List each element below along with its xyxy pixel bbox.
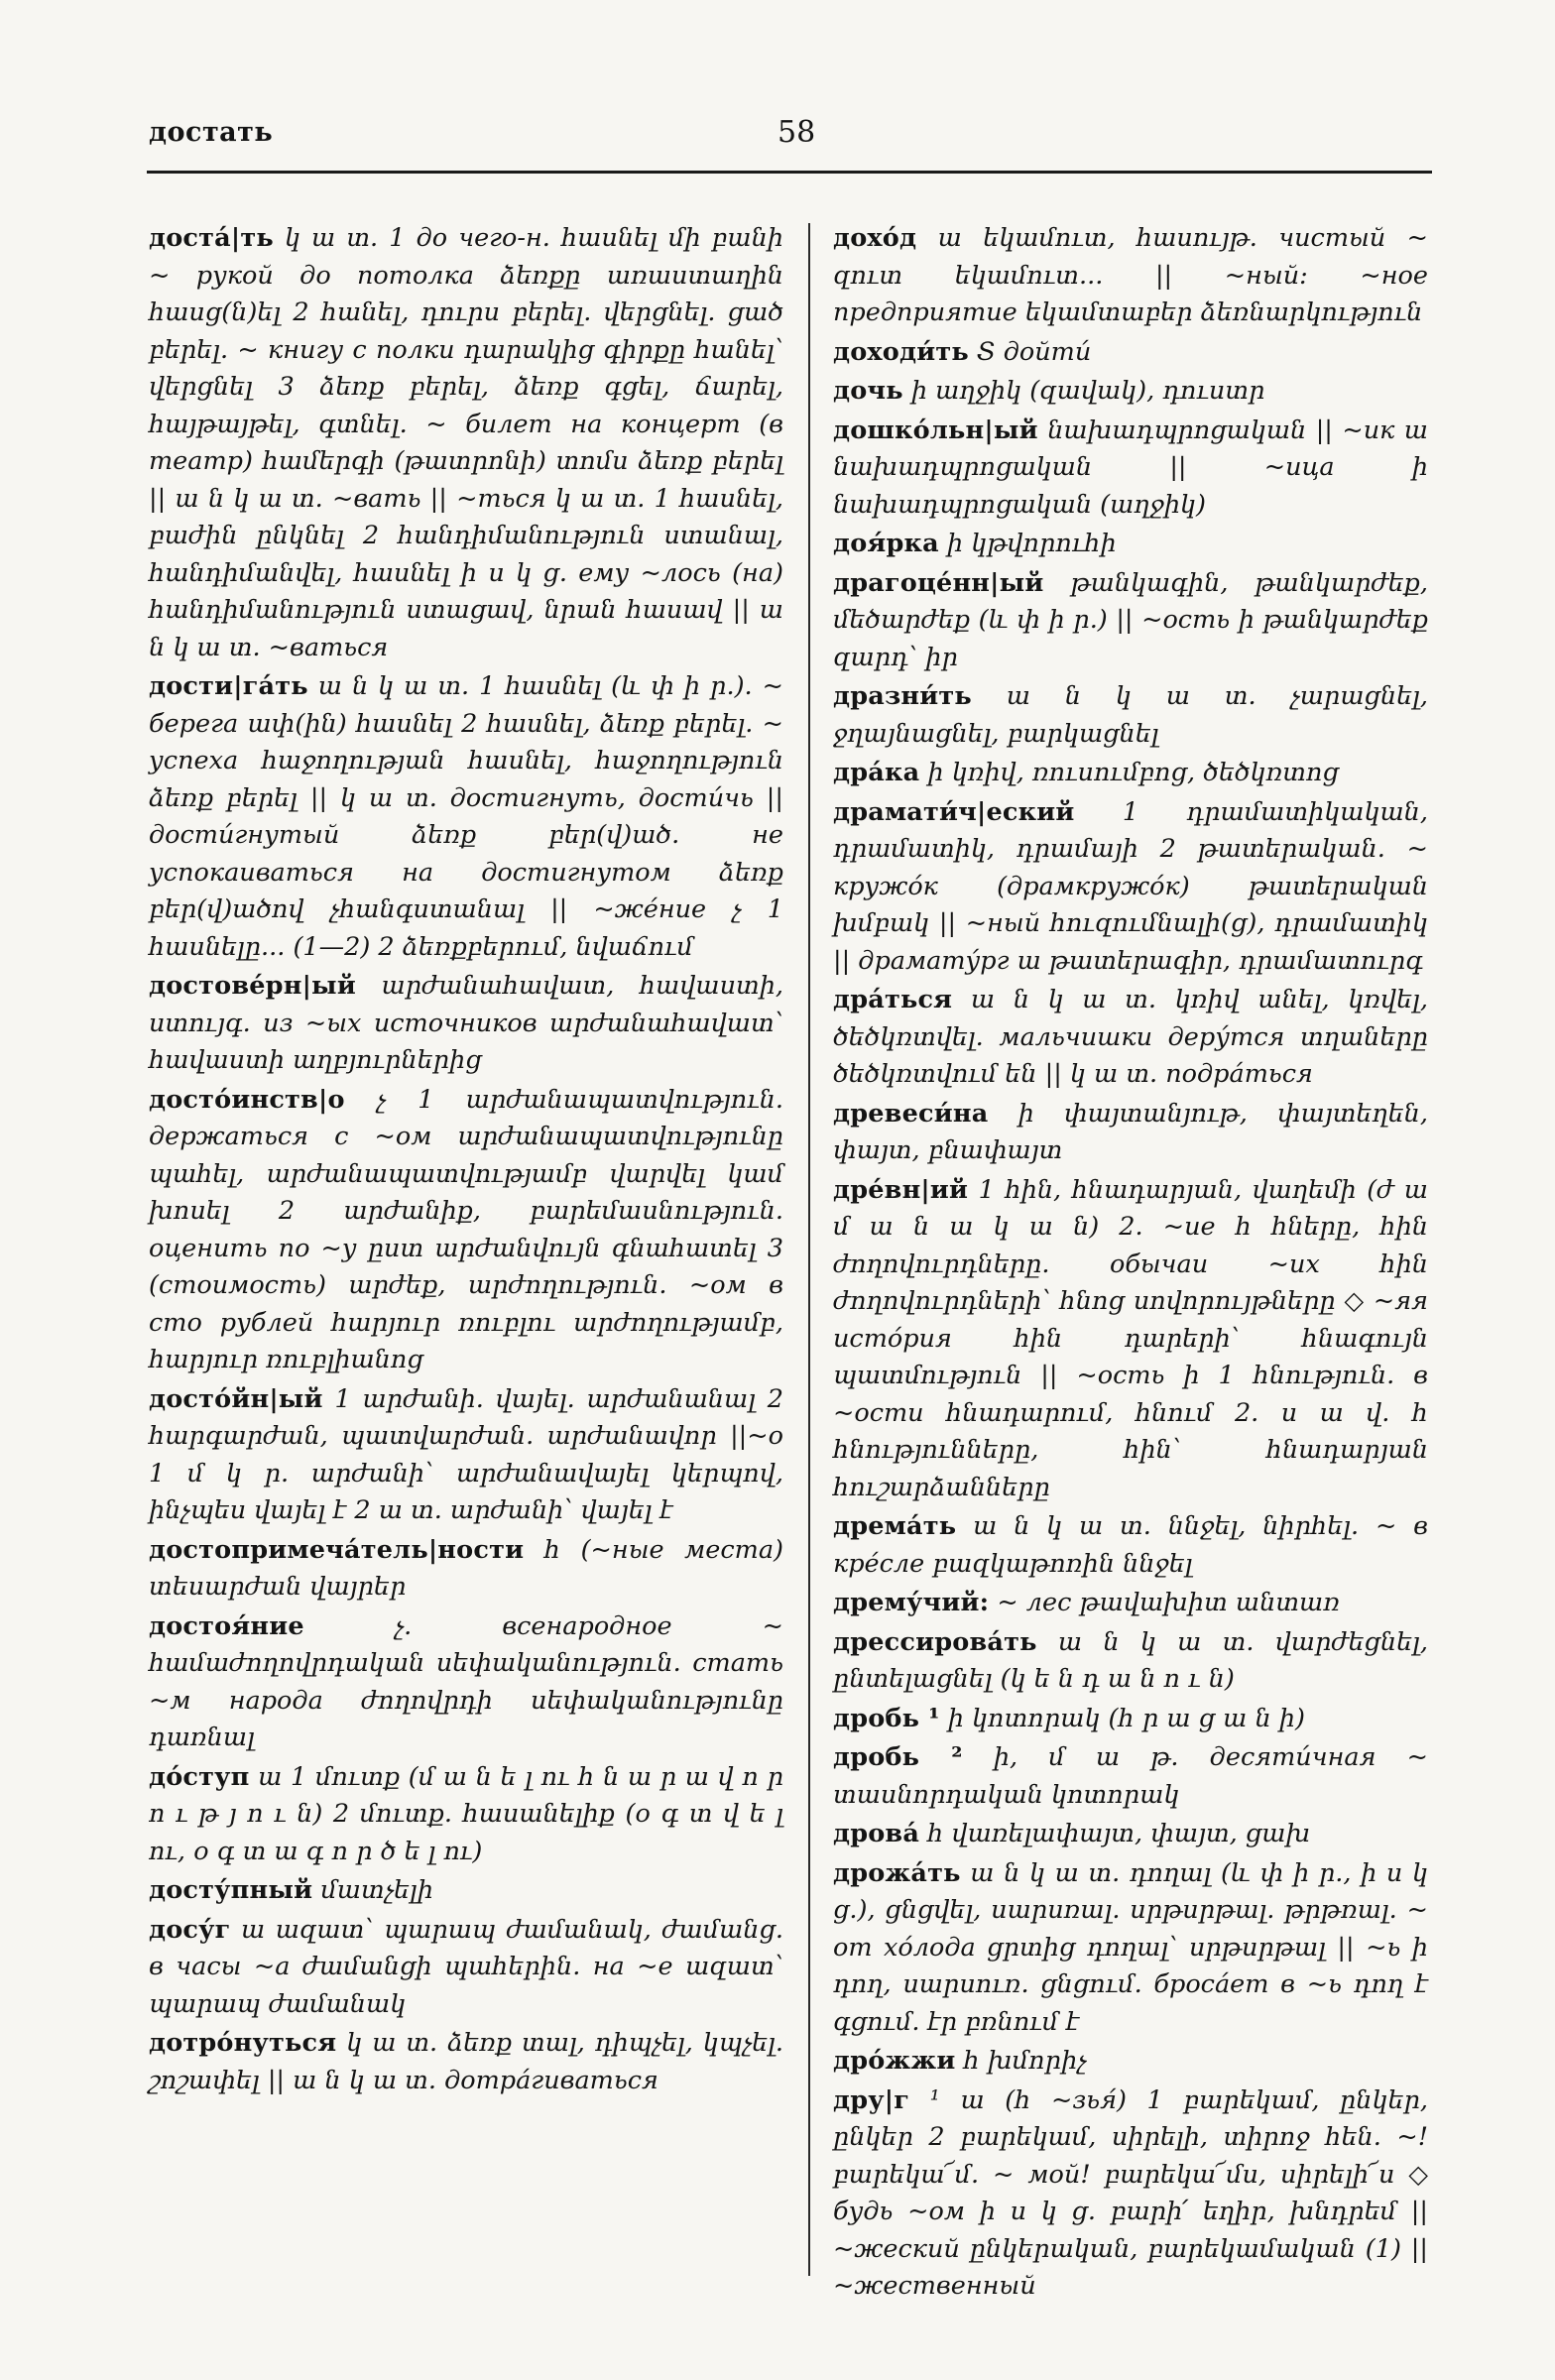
entry-headword: доходи́ть (833, 336, 969, 367)
dictionary-entry (833, 565, 1428, 677)
entry-headword: дрессирова́ть (833, 1626, 1037, 1657)
entry-definition: արժանահավատ, հավաստի, ստույգ. из ~ых источников արժանահավատ՝ հավաստի աղբյուրներից (149, 971, 783, 1075)
entry-definition: ա ն կ ա տ. ննջել, նիրհել. ~ в кре́сле բազկաթոռին ննջել (833, 1511, 1428, 1579)
page-number: 58 (778, 115, 816, 150)
header-rule (147, 171, 1432, 174)
dictionary-entry (833, 1508, 1428, 1583)
entry-headword: доя́рка (833, 529, 939, 558)
dictionary-entry (833, 2082, 1428, 2306)
entry-headword: дро́жжи (833, 2046, 956, 2076)
entry-definition: հ (~ные места) տեսարժան վայրեր (149, 1534, 783, 1602)
dictionary-entry (833, 1855, 1428, 2042)
dictionary-entry (833, 678, 1428, 753)
dictionary-entry (833, 794, 1428, 981)
right-column (833, 220, 1428, 2350)
dictionary-entry (149, 1872, 783, 1910)
dictionary-entry (833, 2043, 1428, 2081)
entry-headword: дотро́нуться (149, 2028, 337, 2058)
entry-definition: ա ն կ ա տ. դողալ (և փ ի ր., ի ս կ ց.), ցնցվել, սարսռալ. սրթսրթալ. թրթռալ. ~ от хо́лода ցրտից դողալ՝ սրթսրթալ || ~ь ի դող, սարսուռ. ցնցում. броса́ет в ~ь դող է գցում. էր բռնում է (833, 1857, 1428, 2037)
dictionary-entry (149, 1608, 783, 1757)
dictionary-entry (149, 968, 783, 1080)
entry-headword: досто́йн|ый (149, 1383, 323, 1414)
entry-definition: ա ն կ ա տ. 1 հասնել (և փ ի ր.). ~ берега ափ(ին) հասնել 2 հասնել, ձեռք բերել. ~ успеха հաջողության հասնել, հաջողություն ձեռք բերել || կ ա տ. достигнуть, дости́чь || дости́гнутый ձեռք բեր(վ)ած. не успокаиваться на достигнутом ձեռք բեր(վ)ածով չհանգստանալ || ~же́ние չ 1 հասնելը... (1—2) 2 ձեռքբերում, նվաճում (149, 671, 783, 962)
entry-headword: дости|га́ть (149, 671, 308, 701)
entry-definition: ա ն կ ա տ. կռիվ անել, կռվել, ծեծկռտվել. мальчишки деру́тся տղաները ծեծկռտվում են || կ ա տ. подра́ться (833, 985, 1428, 1089)
running-head: достать (149, 117, 274, 148)
entry-headword: достоя́ние (149, 1610, 304, 1641)
entry-headword: дошко́льн|ый (833, 415, 1038, 445)
entry-headword: дочь (833, 376, 903, 406)
entry-headword: досто́инств|о (149, 1084, 345, 1115)
entry-definition: ա ն կ ա տ. վարժեցնել, ընտելացնել (կ ե ն դ ա ն ո ւ ն) (833, 1626, 1428, 1694)
dictionary-entry (833, 220, 1428, 332)
entry-headword: дрема́ть (833, 1511, 957, 1541)
entry-headword: дробь ² (833, 1742, 963, 1772)
entry-headword: доста́|ть (149, 223, 274, 253)
dictionary-entry (149, 1082, 783, 1379)
entry-headword: дрова́ (833, 1819, 920, 1848)
entry-headword: драмати́ч|еский (833, 796, 1075, 827)
entry-headword: дрему́чий: (833, 1588, 990, 1617)
entry-definition: ա եկամուտ, հասույթ. чистый ~ զուտ եկամուտ... || ~ный: ~ное предприятие եկամտաբեր ձեռնարկություն (833, 223, 1428, 327)
entry-definition: ~ лес թավախիտ անտառ (989, 1588, 1340, 1617)
dictionary-entry (833, 982, 1428, 1094)
entry-definition: 1 արժանի. վայել. արժանանալ 2 հարգարժան, պատվարժան. արժանավոր ||~о 1 մ կ ր. արժանի՝ արժանավայել կերպով, ինչպես վայել է 2 ա տ. արժանի՝ վայել է (149, 1383, 783, 1525)
dictionary-entry (833, 1585, 1428, 1622)
dictionary-entry (833, 413, 1428, 525)
entry-definition: 1 հին, հնադարյան, վաղեմի (ժ ա մ ա ն ա կ ա ն) 2. ~ие հ հները, հին ժողովուրդները. обычаи ~их հին ժողովուրդների՝ հնոց սովորույթները ◇ ~яя исто́рия հին դարերի՝ հնագույն պատմություն || ~ость ի 1 հնություն. в ~ости հնադարում, հնում 2. ս ա վ. հ հնությունները, հին՝ հնադարյան հուշարձանները (833, 1174, 1428, 1502)
entry-definition: չ. всенародное ~ համաժողովրդական սեփականություն. стать ~м народа ժողովրդի սեփականությունը դառնալ (149, 1610, 783, 1752)
entry-headword: дру|г (833, 2084, 910, 2115)
entry-headword: дра́ться (833, 985, 953, 1014)
entry-definition: հ խմորիչ (955, 2046, 1087, 2076)
entry-definition: կ ա տ. 1 до чего-н. հասնել մի բանի ~ рукой до потолка ձեռքը առաստաղին հասց(ն)ել 2 հանել, դուրս բերել. վերցնել. ցած բերել. ~ книгу с полки դարակից գիրքը հանել՝ վերցնել 3 ձեռք բերել, ձեռք գցել, ճարել, հայթայթել, գտնել. ~ билет на концерт (в театр) համերգի (թատրոնի) տոմս ձեռք բերել || ա ն կ ա տ. ~вать || ~ться կ ա տ. 1 հասնել, բաժին ընկնել 2 հանդիմանություն ստանալ, հանդիմանվել, հասնել ի ս կ ց. ему ~лось (на) հանդիմանություն ստացավ, նրան հասավ || ա ն կ ա տ. ~ваться (149, 223, 783, 662)
entry-definition: հ վառելափայտ, փայտ, ցախ (919, 1819, 1311, 1848)
entry-headword: достопримеча́тель|ности (149, 1534, 525, 1565)
entry-definition: ¹ ա (հ ~зья́) 1 բարեկամ, ընկեր, ընկեր 2 բարեկամ, սիրելի, տիրոջ հեն. ~! բարեկա՜մ. ~ мой! բարեկա՜մս, սիրելի՜ս ◇ будь ~ом ի ս կ ց. բարի՛ եղիր, խնդրեմ || ~жеский ընկերական, բարեկամական (1) || ~жественный (833, 2084, 1428, 2301)
dictionary-entry (833, 1701, 1428, 1738)
entry-headword: достове́рн|ый (149, 971, 356, 1001)
entry-definition: նախադպրոցական || ~ик ա նախադպրոցական || ~ица ի նախադպրոցական (աղջիկ) (833, 415, 1428, 520)
entry-headword: досту́пный (149, 1875, 313, 1905)
dictionary-entry (833, 1739, 1428, 1814)
column-divider (808, 223, 810, 2276)
entry-headword: досу́г (149, 1914, 231, 1945)
dictionary-entry (149, 668, 783, 966)
entry-headword: дра́ка (833, 758, 920, 787)
dictionary-entry (833, 1816, 1428, 1853)
entry-headword: дрожа́ть (833, 1857, 961, 1888)
dictionary-entry (833, 755, 1428, 792)
dictionary-entry (149, 2025, 783, 2099)
entry-headword: драгоце́нн|ый (833, 567, 1044, 598)
entry-definition: թանկագին, թանկարժեք, մեծարժեք (և փ ի ր.) || ~ость ի թանկարժեք զարդ՝ իր (833, 567, 1428, 672)
entry-headword: древеси́на (833, 1098, 989, 1129)
entry-definition: ի կոտորակ (հ ր ա ց ա ն ի) (939, 1703, 1305, 1733)
dictionary-entry (149, 1912, 783, 2024)
left-column (149, 220, 783, 2350)
entry-definition: ի փայտանյութ, փայտեղեն, փայտ, բնափայտ (833, 1098, 1428, 1165)
entry-definition: կ ա տ. ձեռք տալ, դիպչել, կպչել. շոշափել || ա ն կ ա տ. дотра́гиваться (149, 2028, 783, 2095)
entry-definition: չ 1 արժանապատվություն. держаться с ~ом արժանապատվությունը պահել, արժանապատվությամբ վարվել կամ խոսել 2 արժանիք, բարեմասնություն. оценить по ~у ըստ արժանվույն գնահատել 3 (стоимость) արժեք, արժողություն. ~ом в сто рублей հարյուր ռուբլու արժողությամբ, հարյուր ռուբլիանոց (149, 1084, 783, 1374)
entry-definition: ի կթվորուհի (938, 529, 1117, 558)
entry-headword: дразни́ть (833, 681, 972, 711)
entry-definition: 1 դրամատիկական, դրամատիկ, դրամայի 2 թատերական. ~ кружо́к (драмкружо́к) թատերական խմբակ || ~ный հուզումնալի(ց), դրամատիկ || драмату́рг ա թատերագիր, դրամատուրգ (833, 796, 1428, 976)
dictionary-entry (833, 1624, 1428, 1699)
entry-definition: ի կռիվ, ռուսումբոց, ծեծկռտոց (919, 758, 1339, 787)
entry-definition: ա 1 մուտք (մ ա ն ե լ ու հ ն ա ր ա վ ո ր ո ւ թ յ ո ւ ն) 2 մուտք. հասանելիք (օ գ տ վ ե լ ու, օ գ տ ա գ ո ր ծ ե լ ու) (149, 1761, 783, 1866)
entry-definition: մատչելի (312, 1875, 433, 1905)
entry-headword: дробь ¹ (833, 1703, 940, 1733)
entry-definition: ի, մ ա թ. десяти́чная ~ տասնորդական կոտորակ (833, 1742, 1428, 1810)
entry-definition: ա ազատ՝ պարապ ժամանակ, ժամանց. в часы ~а ժամանցի պահերին. на ~е ազատ՝ պարապ ժամանակ (149, 1914, 783, 2019)
dictionary-entry (833, 526, 1428, 563)
dictionary-entry (149, 1381, 783, 1530)
entry-definition: ի աղջիկ (զավակ), դուստր (902, 376, 1265, 406)
entry-definition: Տ дойти́ (968, 336, 1092, 367)
entry-definition: ա ն կ ա տ. չարացնել, ջղայնացնել, բարկացնել (833, 681, 1428, 749)
dictionary-entry (833, 1172, 1428, 1507)
dictionary-entry (833, 1096, 1428, 1170)
dictionary-entry (149, 1532, 783, 1606)
dictionary-entry (833, 334, 1428, 372)
entry-headword: дре́вн|ий (833, 1174, 969, 1205)
entry-headword: дохо́д (833, 223, 917, 253)
entry-headword: до́ступ (149, 1761, 250, 1792)
dictionary-entry (149, 220, 783, 666)
dictionary-entry (149, 1759, 783, 1871)
dictionary-entry (833, 373, 1428, 411)
